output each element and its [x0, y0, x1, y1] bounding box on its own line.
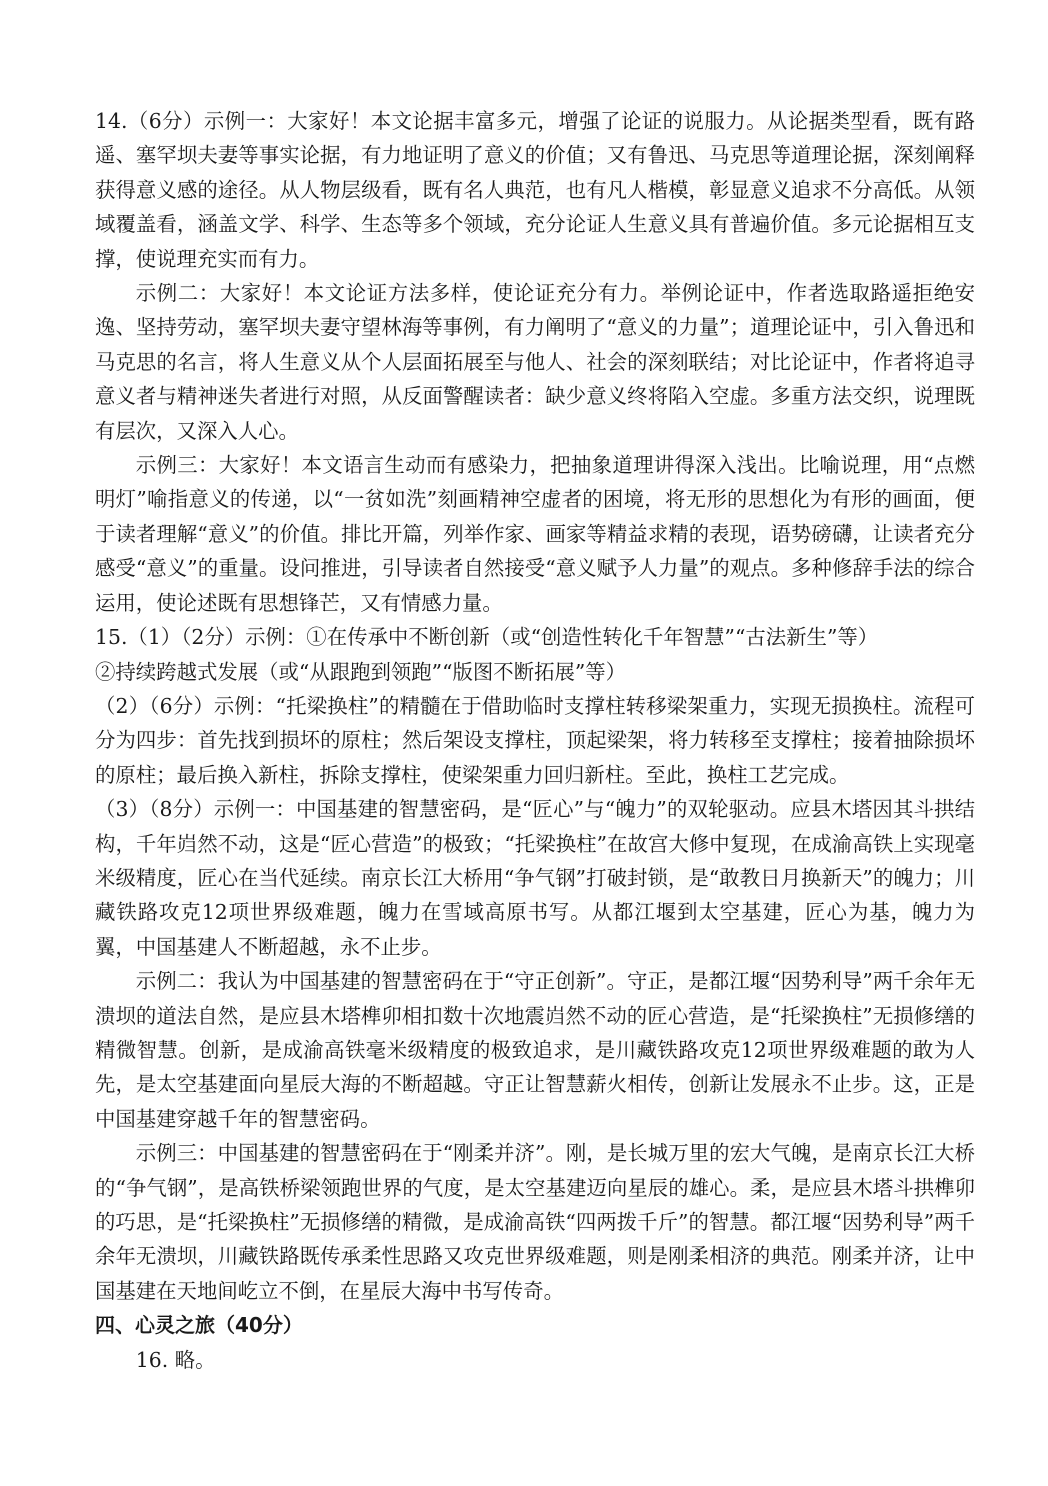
q14-example-2: 示例二：大家好！本文论证方法多样，使论证充分有力。举例论证中，作者选取路遥拒绝安逸、坚持劳动，塞罕坝夫妻守望林海等事例，有力阐明了“意义的力量”；道理论证中，引入鲁迅和马克思的名言，将人生意义从个人层面拓展至与他人、社会的深刻联结；对比论证中，作者将追寻意义者与精神迷失者进行对照，从反面警醒读者：缺少意义终将陷入空虚。多重方法交织，说理既有层次，又深入人心。	[95, 281, 975, 443]
section-4	[95, 1308, 975, 1377]
section-4-title: 四、心灵之旅（40分）	[95, 1313, 303, 1338]
q14-example-3: 示例三：大家好！本文语言生动而有感染力，把抽象道理讲得深入浅出。比喻说理，用“点燃明灯”喻指意义的传递，以“一贫如洗”刻画精神空虚者的困境，将无形的思想化为有形的画面，便于读者理解“意义”的价值。排比开篇，列举作家、画家等精益求精的表现，语势磅礴，让读者充分感受“意义”的重量。设问推进，引导读者自然接受“意义赋予人力量”的观点。多种修辞手法的综合运用，使论述既有思想锋芒，又有情感力量。	[95, 453, 975, 615]
answer-page	[95, 104, 975, 1377]
q15-part2: （2）（6分）示例：“托梁换柱”的精髓在于借助临时支撑柱转移梁架重力，实现无损换柱。流程可分为四步：首先找到损坏的原柱；然后架设支撑柱，顶起梁架，将力转移至支撑柱；接着抽除损坏的原柱；最后换入新柱，拆除支撑柱，使梁架重力回归新柱。至此，换柱工艺完成。	[95, 693, 975, 787]
q15-part1-line2: ②持续跨越式发展（或“从跟跑到领跑”“版图不断拓展”等）	[95, 659, 627, 684]
q15-part1-line1: 15.（1）（2分）示例：①在传承中不断创新（或“创造性转化千年智慧”“古法新生”等）	[95, 625, 879, 650]
q15-part3-example-2: 示例二：我认为中国基建的智慧密码在于“守正创新”。守正，是都江堰“因势利导”两千余年无溃坝的道法自然，是应县木塔榫卯相扣数十次地震岿然不动的匠心营造，是“托梁换柱”无损修缮的精微智慧。创新，是成渝高铁毫米级精度的极致追求，是川藏铁路攻克12项世界级难题的敢为人先，是太空基建面向星辰大海的不断超越。守正让智慧薪火相传，创新让发展永不止步。这，正是中国基建穿越千年的智慧密码。	[95, 969, 975, 1131]
question-15	[95, 620, 975, 1308]
q14-example-1: 14.（6分）示例一：大家好！本文论据丰富多元，增强了论证的说服力。从论据类型看，既有路遥、塞罕坝夫妻等事实论据，有力地证明了意义的价值；又有鲁迅、马克思等道理论据，深刻阐释获得意义感的途径。从人物层级看，既有名人典范，也有凡人楷模，彰显意义追求不分高低。从领域覆盖看，涵盖文学、科学、生态等多个领域，充分论证人生意义具有普遍价值。多元论据相互支撑，使说理充实而有力。	[95, 109, 975, 271]
q16-answer: 16. 略。	[135, 1347, 216, 1372]
q15-part3-example-3: 示例三：中国基建的智慧密码在于“刚柔并济”。刚，是长城万里的宏大气魄，是南京长江大桥的“争气钢”，是高铁桥梁领跑世界的气度，是太空基建迈向星辰的雄心。柔，是应县木塔斗拱榫卯的巧思，是“托梁换柱”无损修缮的精微，是成渝高铁“四两拨千斤”的智慧。都江堰“因势利导”两千余年无溃坝，川藏铁路既传承柔性思路又攻克世界级难题，则是刚柔相济的典范。刚柔并济，让中国基建在天地间屹立不倒，在星辰大海中书写传奇。	[95, 1141, 975, 1303]
question-14	[95, 104, 975, 620]
q15-part3-example-1: （3）（8分）示例一：中国基建的智慧密码，是“匠心”与“魄力”的双轮驱动。应县木塔因其斗拱结构，千年岿然不动，这是“匠心营造”的极致；“托梁换柱”在故宫大修中复现，在成渝高铁上实现毫米级精度，匠心在当代延续。南京长江大桥用“争气钢”打破封锁，是“敢教日月换新天”的魄力；川藏铁路攻克12项世界级难题，魄力在雪域高原书写。从都江堰到太空基建，匠心为基，魄力为翼，中国基建人不断超越，永不止步。	[95, 797, 975, 959]
